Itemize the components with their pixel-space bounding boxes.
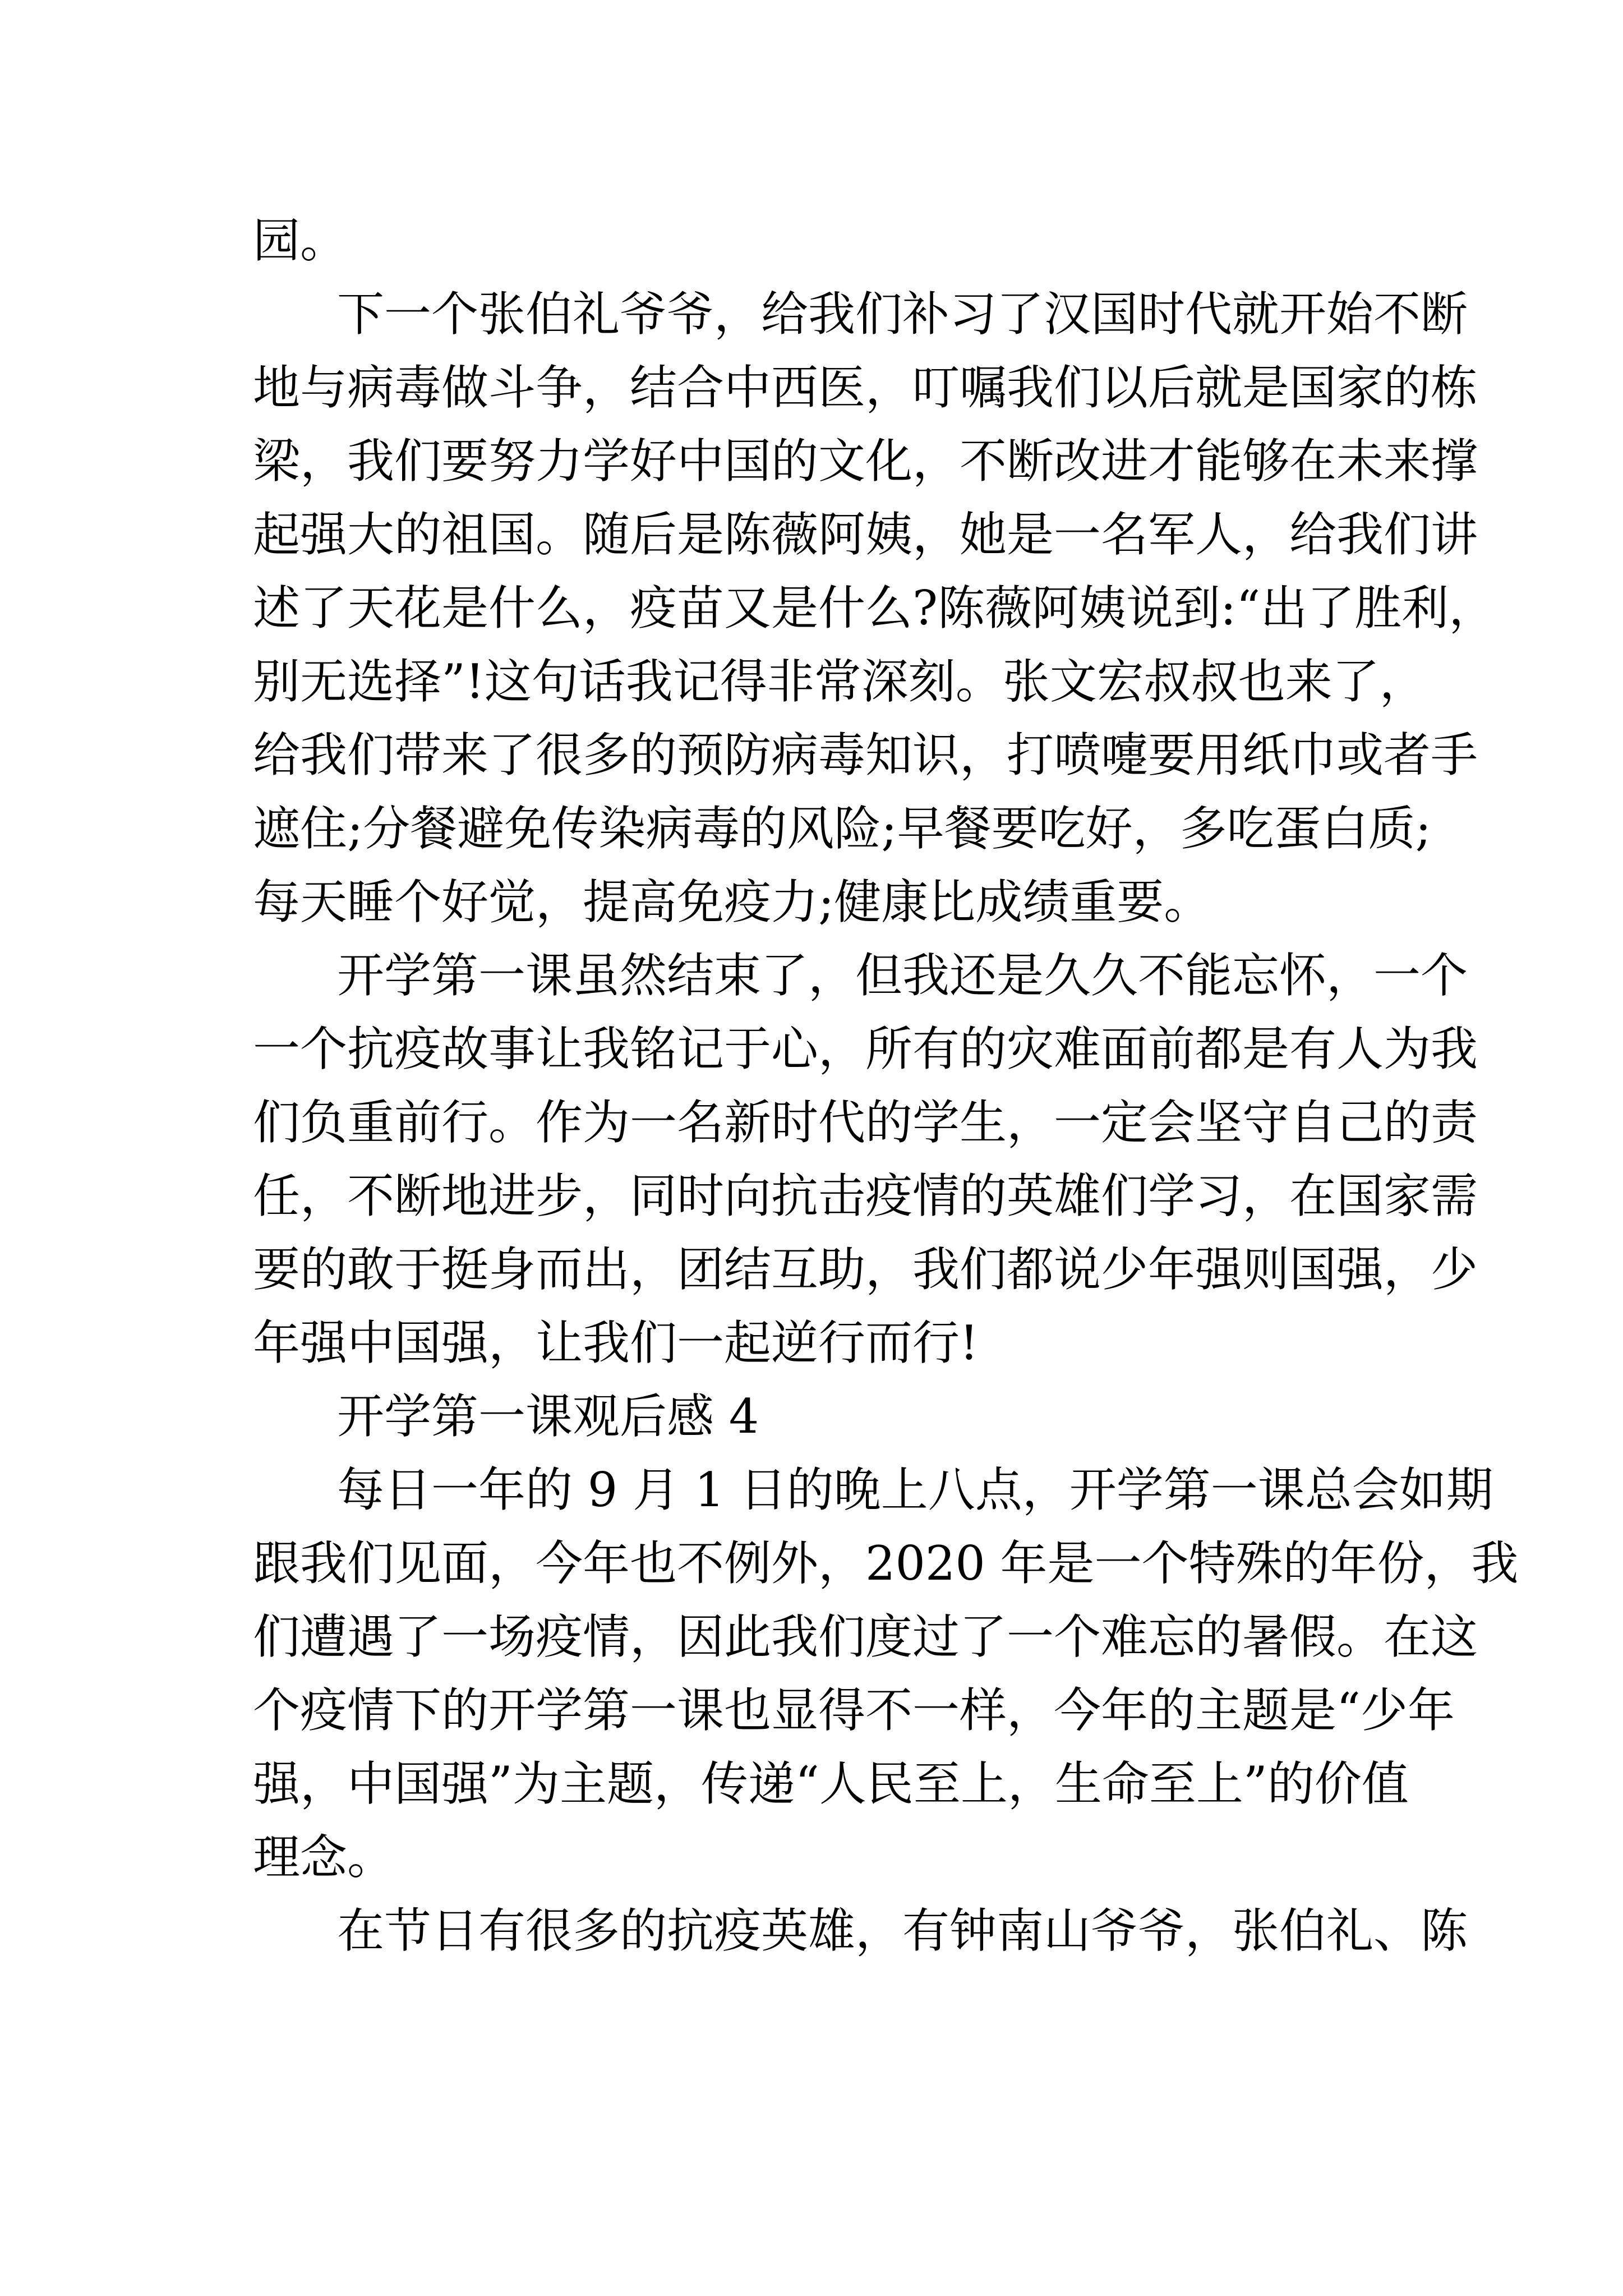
text-line: 起强大的祖国。随后是陈薇阿姨，她是一名军人，给我们讲: [253, 507, 1478, 562]
text-line: 每天睡个好觉，提高免疫力;健康比成绩重要。: [253, 875, 1211, 930]
text-line: 一个抗疫故事让我铭记于心，所有的灾难面前都是有人为我: [253, 1022, 1478, 1076]
text-line: 们负重前行。作为一名新时代的学生，一定会坚守自己的责: [253, 1095, 1478, 1150]
text-line: 下一个张伯礼爷爷，给我们补习了汉国时代就开始不断: [337, 287, 1468, 342]
text-line: 强，中国强”为主题，传递“人民至上，生命至上”的价值: [253, 1756, 1409, 1811]
text-line: 每日一年的 9 月 1 日的晚上八点，开学第一课总会如期: [337, 1462, 1493, 1517]
text-line: 述了天花是什么，疫苗又是什么?陈薇阿姨说到:“出了胜利，: [253, 581, 1496, 636]
text-line: 跟我们见面，今年也不例外，2020 年是一个特殊的年份，我: [253, 1536, 1519, 1591]
text-line: 任，不断地进步，同时向抗击疫情的英雄们学习，在国家需: [253, 1168, 1478, 1223]
section-heading: 开学第一课观后感 4: [337, 1389, 759, 1444]
text-line: 理念。: [253, 1830, 395, 1885]
text-line: 梁，我们要努力学好中国的文化，不断改进才能够在未来撑: [253, 434, 1478, 489]
text-line: 年强中国强，让我们一起逆行而行!: [253, 1315, 979, 1370]
text-line: 开学第一课虽然结束了，但我还是久久不能忘怀，一个: [337, 948, 1468, 1003]
text-line: 给我们带来了很多的预防病毒知识，打喷嚏要用纸巾或者手: [253, 728, 1478, 783]
text-line: 地与病毒做斗争，结合中西医，叮嘱我们以后就是国家的栋: [253, 360, 1478, 415]
text-line: 个疫情下的开学第一课也显得不一样，今年的主题是“少年: [253, 1683, 1455, 1738]
text-line: 在节日有很多的抗疫英雄，有钟南山爷爷，张伯礼、陈: [337, 1903, 1468, 1958]
text-line: 们遭遇了一场疫情，因此我们度过了一个难忘的暑假。在这: [253, 1609, 1478, 1664]
text-line: 别无选择”!这句话我记得非常深刻。张文宏叔叔也来了，: [253, 654, 1427, 709]
text-line: 遮住;分餐避免传染病毒的风险;早餐要吃好，多吃蛋白质;: [253, 801, 1431, 856]
document-body: [253, 204, 1519, 1968]
text-line: 园。: [253, 213, 348, 268]
text-line: 要的敢于挺身而出，团结互助，我们都说少年强则国强，少: [253, 1242, 1478, 1297]
